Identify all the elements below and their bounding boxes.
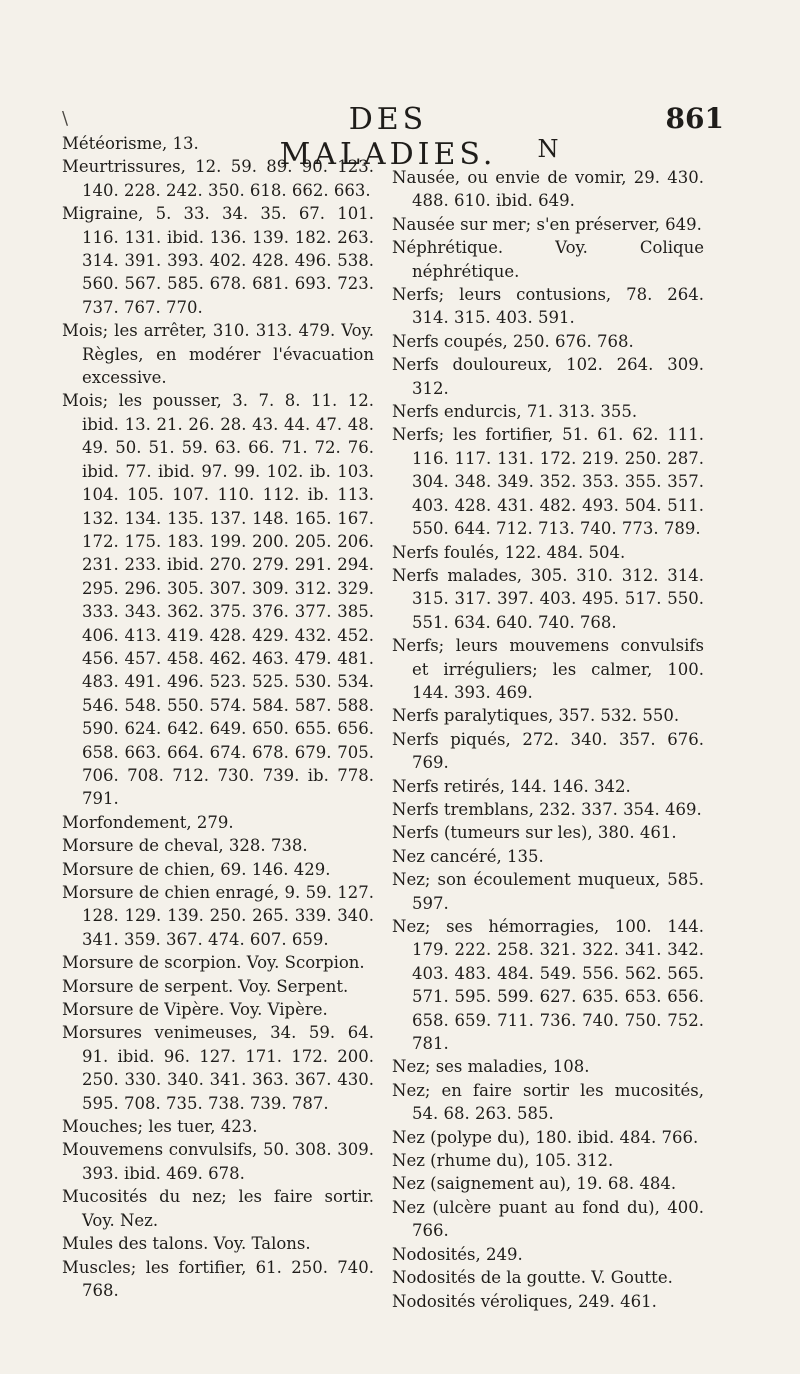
index-entry: Morsure de chien, 69. 146. 429.: [62, 859, 331, 879]
index-entry: Mois; les pousser, 3. 7. 8. 11. 12. ibid. 13. 21. 26. 28. 43. 44. 47. 48. 49. 50. 51. 59. 63. 66. 71. 72. 76. ibid. 77. ibid. 97. 99. 102. ib. 103. 104. 105. 107. 110. 112. ib. 113. 132. 134. 135. 137. 148. 165. 167. 172. 175. 183. 199. 200. 205. 206. 231. 233. ibid. 270. 279. 291. 294. 295. 296. 305. 307. 309. 312. 329. 333. 343. 362. 375. 376. 377. 385. 406. 413. 419. 428. 429. 432. 452. 456. 457. 458. 462. 463. 479. 481. 483. 491. 496. 523. 525. 530. 534. 546. 548. 550. 574. 584. 587. 588. 590. 624. 642. 649. 650. 655. 656. 658. 663. 664. 674. 678. 679. 705. 706. 708. 712. 730. 739. ib. 778. 791.: [62, 391, 374, 809]
index-entry: Néphrétique. Voy. Colique néphrétique.: [392, 238, 704, 281]
index-entry: Morsure de Vipère. Voy. Vipère.: [62, 1000, 328, 1020]
index-entry: Nausée, ou envie de vomir, 29. 430. 488. 610. ibid. 649.: [392, 168, 704, 211]
index-entry: Mules des talons. Voy. Talons.: [62, 1234, 311, 1254]
index-entry: Morsure de serpent. Voy. Serpent.: [62, 976, 349, 996]
index-entry: Nerfs; les fortifier, 51. 61. 62. 111. 116. 117. 131. 172. 219. 250. 287. 304. 348. 349. 352. 353. 355. 357. 403. 428. 431. 482. 493. 504. 511. 550. 644. 712. 713. 740. 773. 789.: [392, 425, 704, 539]
index-entry: Nerfs coupés, 250. 676. 768.: [392, 331, 634, 351]
index-entry: Nodosités de la goutte. V. Goutte.: [392, 1268, 673, 1288]
index-entry: Nez (saignement au), 19. 68. 484.: [392, 1174, 677, 1194]
index-entry: Morsure de scorpion. Voy. Scorpion.: [62, 953, 365, 973]
index-entry: Mucosités du nez; les faire sortir. Voy. Nez.: [62, 1187, 374, 1230]
index-entry: Nez; son écoulement muqueux, 585. 597.: [392, 870, 704, 913]
index-entry: Nodosités véroliques, 249. 461.: [392, 1291, 657, 1311]
index-column-right: [392, 132, 704, 1313]
page-number: 861: [665, 102, 724, 135]
index-entry: Nez; en faire sortir les mucosités, 54. 68. 263. 585.: [392, 1080, 704, 1124]
index-entry: Morfondement, 279.: [62, 812, 234, 832]
index-entry: Nez; ses hémorragies, 100. 144. 179. 222. 258. 321. 322. 341. 342. 403. 483. 484. 549. 556. 562. 565. 571. 595. 599. 627. 635. 653. 656. 658. 659. 711. 736. 740. 750. 752. 781.: [392, 917, 704, 1054]
index-entry: Nausée sur mer; s'en préserver, 649.: [392, 214, 702, 234]
index-entry: Morsure de cheval, 328. 738.: [62, 836, 308, 856]
index-entry: Mois; les arrêter, 310. 313. 479. Voy. Règles, en modérer l'évacuation excessive.: [62, 321, 374, 388]
index-column-left: [62, 132, 374, 1302]
index-entry: Nez (rhume du), 105. 312.: [392, 1151, 614, 1171]
index-entry: Meurtrissures, 12. 59. 89. 90. 123. 140. 228. 242. 350. 618. 662. 663.: [62, 157, 374, 200]
index-entry: Nerfs foulés, 122. 484. 504.: [392, 542, 626, 562]
index-entry: Nerfs; leurs mouvemens convulsifs et irréguliers; les calmer, 100. 144. 393. 469.: [392, 636, 704, 702]
index-entry: Nerfs retirés, 144. 146. 342.: [392, 776, 631, 796]
index-entry: Muscles; les fortifier, 61. 250. 740. 768.: [62, 1257, 374, 1300]
index-entry: Nerfs; leurs contusions, 78. 264. 314. 315. 403. 591.: [392, 285, 704, 328]
index-entry: Migraine, 5. 33. 34. 35. 67. 101. 116. 131. ibid. 136. 139. 182. 263. 314. 391. 393. 402. 428. 496. 538. 560. 567. 585. 678. 681. 693. 723. 737. 767. 770.: [62, 204, 374, 317]
index-entry: Nerfs (tumeurs sur les), 380. 461.: [392, 823, 677, 843]
index-entry: Nerfs paralytiques, 357. 532. 550.: [392, 706, 680, 726]
index-entry: Nez (ulcère puant au fond du), 400. 766.: [392, 1197, 704, 1241]
section-letter: N: [537, 135, 559, 163]
index-entry: Nerfs douloureux, 102. 264. 309. 312.: [392, 355, 704, 398]
index-entry: Nerfs malades, 305. 310. 312. 314. 315. 317. 397. 403. 495. 517. 550. 551. 634. 640. 740. 768.: [392, 565, 704, 632]
index-entry: Nodosités, 249.: [392, 1244, 523, 1264]
index-entry: Nez (polype du), 180. ibid. 484. 766.: [392, 1127, 699, 1147]
header-mark: \: [62, 108, 69, 129]
index-entry: Nerfs piqués, 272. 340. 357. 676. 769.: [392, 729, 704, 773]
index-entry: Mouvemens convulsifs, 50. 308. 309. 393. ibid. 469. 678.: [62, 1140, 374, 1183]
index-entry: Mouches; les tuer, 423.: [62, 1117, 258, 1137]
running-title: DES MALADIES.: [279, 102, 497, 172]
index-entry: Nez; ses maladies, 108.: [392, 1057, 590, 1077]
index-entry: Morsure de chien enragé, 9. 59. 127. 128. 129. 139. 250. 265. 339. 340. 341. 359. 367. 474. 607. 659.: [62, 883, 374, 949]
index-entry: Morsures venimeuses, 34. 59. 64. 91. ibid. 96. 127. 171. 172. 200. 250. 330. 340. 341. 363. 367. 430. 595. 708. 735. 738. 739. 787.: [62, 1023, 374, 1113]
index-entry: Nerfs tremblans, 232. 337. 354. 469.: [392, 799, 702, 819]
index-entry: Nerfs endurcis, 71. 313. 355.: [392, 402, 638, 422]
index-entry: Météorisme, 13.: [62, 134, 199, 153]
index-entry: Nez cancéré, 135.: [392, 846, 544, 866]
